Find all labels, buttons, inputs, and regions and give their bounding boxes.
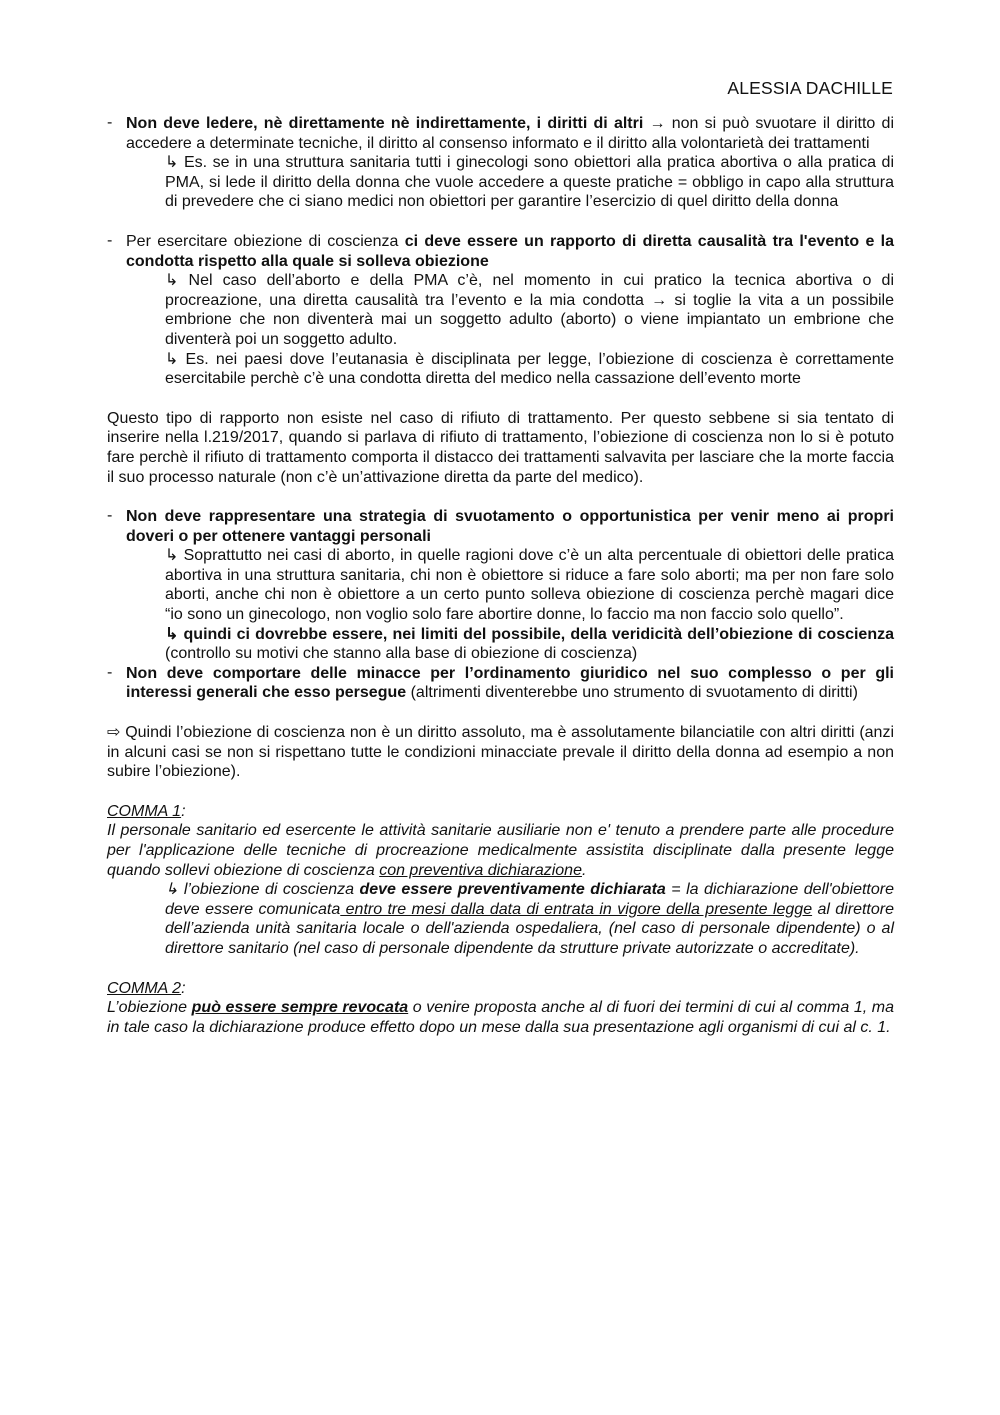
bullet-4-bold: Non deve comportare delle minacce per l’ordinamento giuridico nel suo complesso o per gli interessi generali che esso persegue — [126, 664, 894, 702]
comma-2-heading — [107, 979, 894, 999]
comma-1-sub — [107, 880, 894, 958]
comma-1-sub-c: al direttore dell’azienda unità sanitaria locale o dell'azienda ospedaliera, (nel caso di personale dipendente) o al direttore sanitario (nel caso di personale dipendente da strutture private autorizzate o accreditate). — [165, 900, 894, 957]
paragraph-rapporto: Questo tipo di rapporto non esiste nel caso di rifiuto di trattamento. Per questo sebbene si sia tentato di inserire nella l.219/2017, quando si parlava di rifiuto di trattamento, l’obiezione di coscienza non lo si è potuto fare perchè il rifiuto di trattamento comporta il distacco dei trattamenti salvavita per lasciare che la morte faccia il suo processo naturale (non c’è un’attivazione diretta da parte del medico). — [107, 409, 894, 486]
paragraph-conclusion: ⇨ Quindi l’obiezione di coscienza non è un diritto assoluto, ma è assolutamente bilanciatile con altri diritti (anzi in alcuni casi se non si rispettano tutte le condizioni minacciate prevale il diritto della donna ad esempio a non subire l’obiezione). — [107, 724, 894, 781]
bullet-3-bold: Non deve rappresentare una strategia di svuotamento o opportunistica per venir meno ai propri doveri o per ottenere vantaggi personali — [126, 508, 894, 545]
comma-1-underlined: con preventiva dichiarazione — [379, 861, 582, 879]
bullet-2-text — [126, 232, 894, 271]
comma-1-heading — [107, 802, 894, 822]
bullet-item-4 — [107, 664, 894, 703]
bullet-item-2 — [107, 232, 894, 271]
comma-1-colon: : — [181, 802, 186, 820]
bullet-4-text — [126, 664, 894, 703]
bullet-4-rest: (altrimenti diventerebbe uno strumento di svuotamento di diritti) — [406, 684, 858, 702]
comma-1-body: Il personale sanitario ed esercente le attività sanitarie ausiliarie non e' tenuto a prendere parte alle procedure per l'applicazione delle tecniche di procreazione medicalmente assistita disciplinate dalla presente legge quando sollevi obiezione di coscienza — [107, 822, 894, 879]
comma-2-title: COMMA 2 — [107, 979, 182, 997]
bullet-3-sub-2 — [107, 625, 894, 664]
bullet-1-rest: non si può svuotare il diritto di accedere a determinate tecniche, il diritto al consenso informato e il diritto alla volontarietà dei trattamenti — [126, 115, 894, 152]
bullet-2-sub-2: ↳ Es. nei paesi dove l’eutanasia è disciplinata per legge, l’obiezione di coscienza è correttamente esercitabile perchè c’è una condotta diretta del medico nella cassazione dell’evento morte — [165, 350, 894, 388]
comma-1-end: . — [581, 861, 587, 879]
comma-2-text — [107, 998, 894, 1037]
document-body — [107, 114, 894, 1037]
bullet-dash: - — [107, 663, 113, 681]
bullet-2-bold: ci deve essere un rapporto di diretta causalità tra l'evento e la condotta rispetto alla quale si solleva obiezione — [126, 232, 894, 270]
bullet-1-text — [126, 114, 894, 153]
bullet-1-bold: Non deve ledere, nè direttamente nè indirettamente, i diritti di altri — [126, 115, 644, 132]
bullet-2-plain: Per esercitare obiezione di coscienza — [126, 232, 405, 250]
bullet-dash: - — [107, 114, 113, 131]
comma-1-sub-underlined: entro tre mesi dalla data di entrata in vigore della presente legge — [340, 900, 813, 918]
arrow-icon: → — [649, 115, 666, 132]
bullet-3-sub-2-bold: ↳ quindi ci dovrebbe essere, nei limiti del possibile, della veridicità dell’obiezione di coscienza — [165, 625, 894, 643]
comma-2-body-b: o venire proposta anche al di fuori dei termini di cui al comma 1, ma in tale caso la dichiarazione produce effetto dopo un mese dalla sua presentazione agli organismi di cui al c. 1. — [107, 999, 894, 1036]
comma-2-colon: : — [181, 979, 186, 997]
comma-1-text — [107, 821, 894, 880]
comma-2-body-a: L’obiezione — [107, 999, 192, 1017]
bullet-3-sub-2-text: (controllo su motivi che stanno alla base di obiezione di coscienza) — [165, 645, 638, 663]
comma-1-sub-b: = la dichiarazione dell'obiettore deve essere comunicata — [165, 881, 894, 918]
bullet-item-1 — [107, 114, 894, 153]
comma-1-title: COMMA 1 — [107, 802, 182, 820]
bullet-3-sub-1: ↳ Soprattutto nei casi di aborto, in quelle ragioni dove c’è un alta percentuale di obiettori delle pratica abortiva in una struttura sanitaria, chi non è obiettore si riduce a fare solo aborti; ma per non fare solo aborti, anche chi non è obiettore a un certo punto solleva obiezione di coscienza perchè magari dice “io sono un ginecologo, non voglio solo fare abortire donne, lo faccio ma non faccio solo quello”. — [165, 547, 894, 624]
comma-1-sub-bold: deve essere preventivamente dichiarata — [359, 881, 666, 899]
bullet-item-3 — [107, 507, 894, 546]
bullet-3-text — [126, 507, 894, 546]
bullet-2-sub-1: ↳ Nel caso dell’aborto e della PMA c’è, nel momento in cui pratico la tecnica abortiva o di procreazione, una diretta causalità tra l’evento e la mia condotta → si toglie la vita a un possibile embrione che non diventerà mai un soggetto adulto (aborto) o viene impiantato un embrione che diventerà poi un soggetto adulto. — [165, 272, 894, 348]
bullet-1-sub: ↳ Es. se in una struttura sanitaria tutti i ginecologi sono obiettori alla pratica abortiva o alla pratica di PMA, si lede il diritto della donna che vuole accedere a queste pratiche = obbligo in capo alla struttura di prevedere che ci siano medici non obiettori per garantire l’esercizio di quel diritto della donna — [165, 154, 894, 211]
comma-2-bold: può essere sempre revocata — [191, 999, 409, 1017]
comma-1-sub-a: ↳ l’obiezione di coscienza — [165, 881, 360, 899]
bullet-dash: - — [107, 507, 113, 525]
author-name: ALESSIA DACHILLE — [727, 78, 893, 98]
bullet-dash: - — [107, 231, 113, 249]
